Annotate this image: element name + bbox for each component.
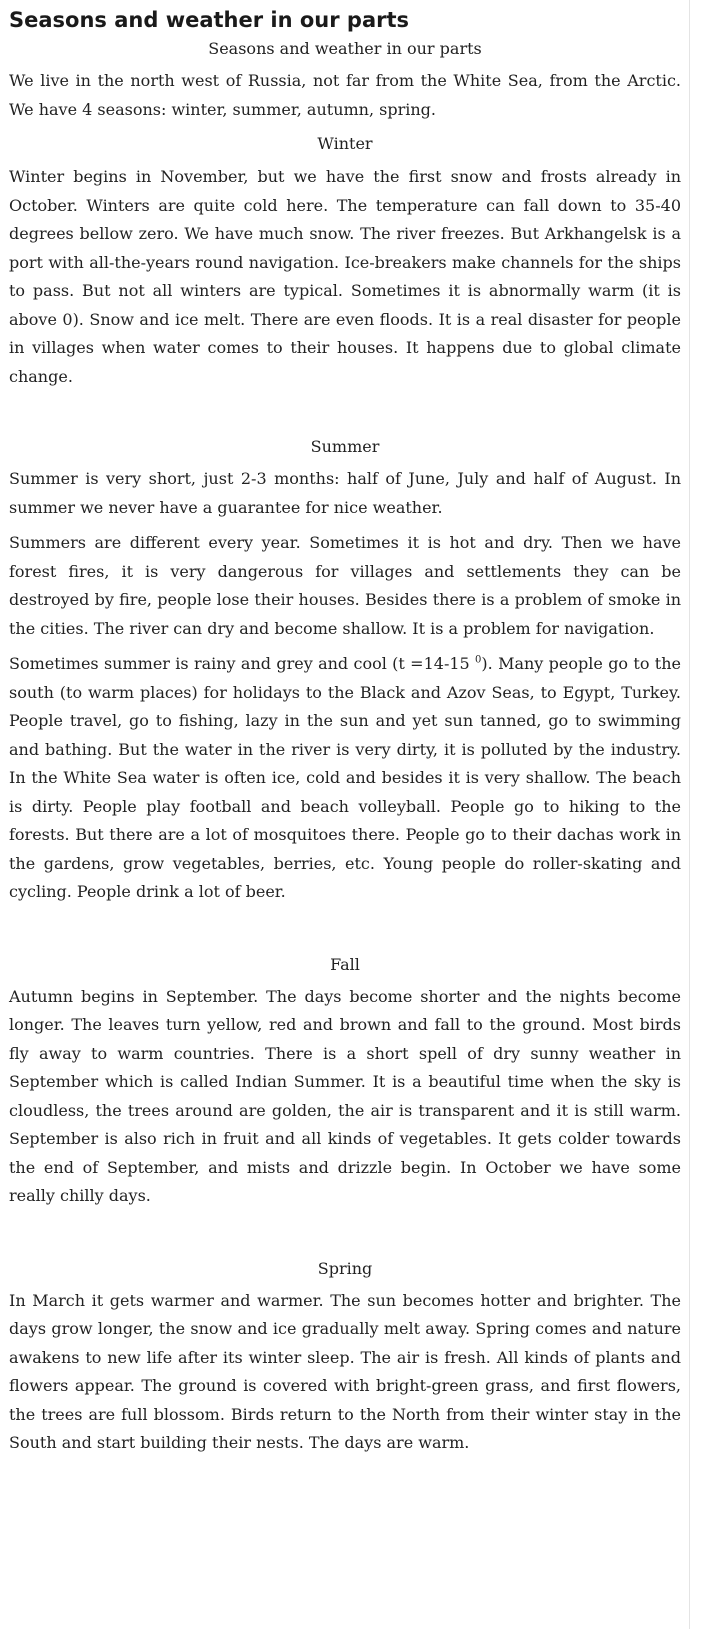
document-subtitle: Seasons and weather in our parts (208, 39, 482, 58)
summer-heading: Summer (310, 437, 380, 456)
summer-paragraph-3-rest: ). Many people go to the south (to warm places) for holidays to the Black and Azov Seas, to Egypt, Turkey. People travel, go to fishing, lazy in the sun and yet sun tanned, go to swimming and bathing. But the water in the river is very dirty, it is polluted by the industry. In the White Sea water is often ice, cold and besides it is very shallow. The beach is dirty. People play football and beach volleyball. People go to hiking to the forests. But there are a lot of mosquitoes there. People go to their dachas work in the gardens, grow vegetables, berries, etc. Young people do roller-skating and cycling. People drink a lot of beer. (9, 654, 681, 901)
summer-paragraph-3-start: Sometimes summer is rainy and grey and cool (t =14-15 (9, 654, 476, 673)
winter-paragraph: Winter begins in November, but we have the first snow and frosts already in October. Winters are quite cold here. The temperature can fall down to 35-40 degrees bellow zero. We have much snow. The river freezes. But Arkhangelsk is a port with all-the-years round navigation. Ice-breakers make channels for the ships to pass. But not all winters are typical. Sometimes it is abnormally warm (it is above 0). Snow and ice melt. There are even floods. It is a real disaster for people in villages when water comes to their houses. It happens due to global climate change. (9, 167, 681, 386)
spring-heading: Spring (317, 1258, 373, 1278)
winter-heading: Winter (317, 134, 373, 153)
summer-paragraph-1: Summer is very short, just 2-3 months: half of June, July and half of August. In summer we never have a guarantee for nice weather. (9, 469, 681, 517)
degree-superscript: 0 (475, 654, 482, 666)
fall-heading: Fall (330, 954, 360, 974)
summer-paragraph-2: Summers are different every year. Sometimes it is hot and dry. Then we have forest fires, it is very dangerous for villages and settlements they can be destroyed by fire, people lose their houses. Besides there is a problem of smoke in the cities. The river can dry and become shallow. It is a problem for navigation. (9, 533, 681, 638)
spring-paragraph: In March it gets warmer and warmer. The sun becomes hotter and brighter. The days grow longer, the snow and ice gradually melt away. Spring comes and nature awakens to new life after its winter sleep. The air is fresh. All kinds of plants and flowers appear. The ground is covered with bright-green grass, and first flowers, the trees are full blossom. Birds return to the North from their winter stay in the South and start building their nests. The days are warm. (9, 1290, 681, 1452)
summer-paragraph-3 (9, 650, 681, 907)
fall-paragraph: Autumn begins in September. The days become shorter and the nights become longer. The leaves turn yellow, red and brown and fall to the ground. Most birds fly away to warm countries. There is a short spell of dry sunny weather in September which is called Indian Summer. It is a beautiful time when the sky is cloudless, the trees around are golden, the air is transparent and it is still warm. September is also rich in fruit and all kinds of vegetables. It gets colder towards the end of September, and mists and drizzle begin. In October we have some really chilly days. (9, 986, 681, 1205)
intro-paragraph: We live in the north west of Russia, not far from the White Sea, from the Arctic. We have 4 seasons: winter, summer, autumn, spring. (9, 71, 681, 119)
page-title: Seasons and weather in our parts (9, 8, 410, 32)
